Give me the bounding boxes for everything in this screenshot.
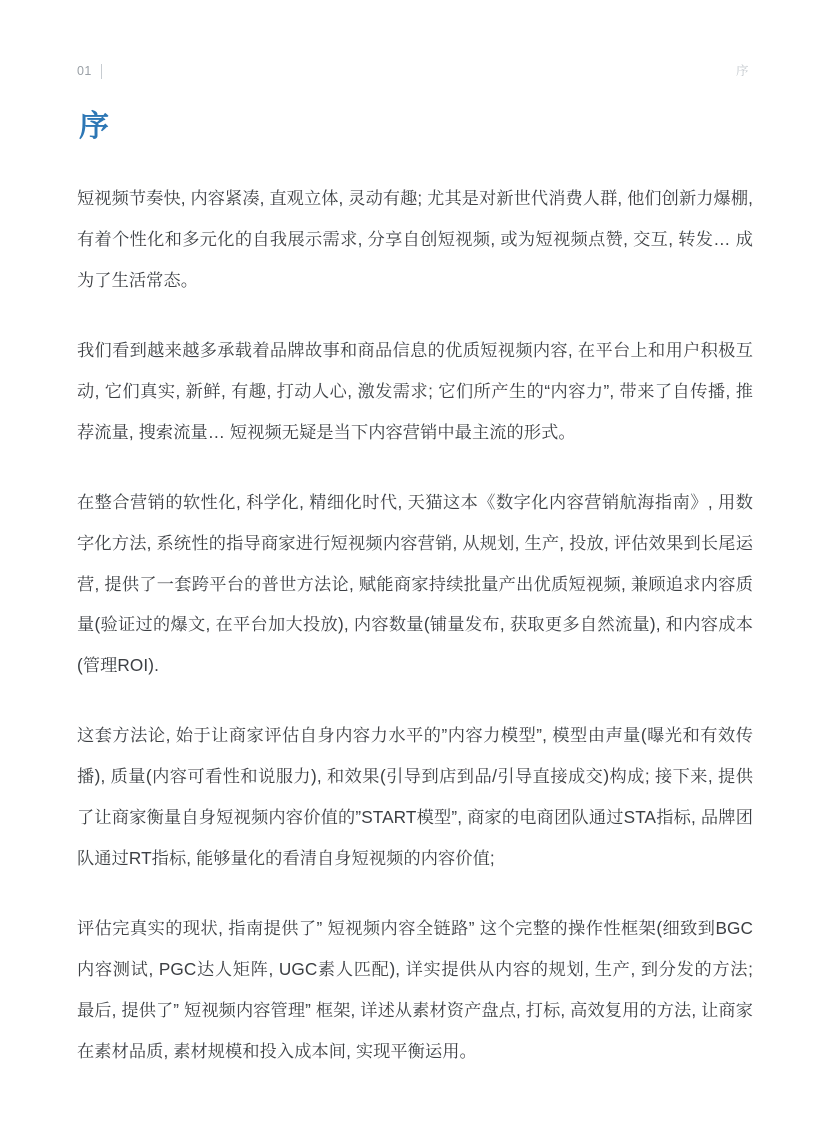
paragraph: 在整合营销的软性化, 科学化, 精细化时代, 天猫这本《数字化内容营销航海指南》, 用数字化方法, 系统性的指导商家进行短视频内容营销, 从规划, 生产, 投放, 评估效果到长尾运营, 提供了一套跨平台的普世方法论, 赋能商家持续批量产出优质短视频, 兼顾追求内容质量(验证过的爆文, 在平台加大投放), 内容数量(铺量发布, 获取更多自然流量), 和内容成本(管理ROI).	[77, 491, 753, 676]
page-folio-number: 01	[77, 63, 92, 78]
running-header-section-label: 序	[735, 63, 749, 78]
page-title: 序	[79, 110, 110, 143]
running-header	[77, 60, 749, 82]
paragraph: 评估完真实的现状, 指南提供了” 短视频内容全链路” 这个完整的操作性框架(细致到BGC内容测试, PGC达人矩阵, UGC素人匹配), 详实提供从内容的规划, 生产, 到分发的方法; 最后, 提供了” 短视频内容管理” 框架, 详述从素材资产盘点, 打标, 高效复用的方法, 让商家在素材品质, 素材规模和投入成本间, 实现平衡运用。	[77, 918, 753, 1061]
paragraph: 我们看到越来越多承载着品牌故事和商品信息的优质短视频内容, 在平台上和用户积极互动, 它们真实, 新鲜, 有趣, 打动人心, 激发需求; 它们所产生的“内容力”, 带来了自传播, 推荐流量, 搜索流量… 短视频无疑是当下内容营销中最主流的形式。	[77, 339, 753, 442]
folio-divider-rule	[101, 64, 102, 79]
body-copy	[77, 178, 753, 1072]
paragraph: 短视频节奏快, 内容紧凑, 直观立体, 灵动有趣; 尤其是对新世代消费人群, 他们创新力爆棚, 有着个性化和多元化的自我展示需求, 分享自创短视频, 或为短视频点赞, 交互, 转发… 成为了生活常态。	[77, 188, 753, 290]
paragraph: 这套方法论, 始于让商家评估自身内容力水平的”内容力模型”, 模型由声量(曝光和有效传播), 质量(内容可看性和说服力), 和效果(引导到店到品/引导直接成交)构成; 接下来, 提供了让商家衡量自身短视频内容价值的”START模型”, 商家的电商团队通过STA指标, 品牌团队通过RT指标, 能够量化的看清自身短视频的内容价值;	[77, 725, 753, 869]
running-header-left	[77, 64, 102, 79]
